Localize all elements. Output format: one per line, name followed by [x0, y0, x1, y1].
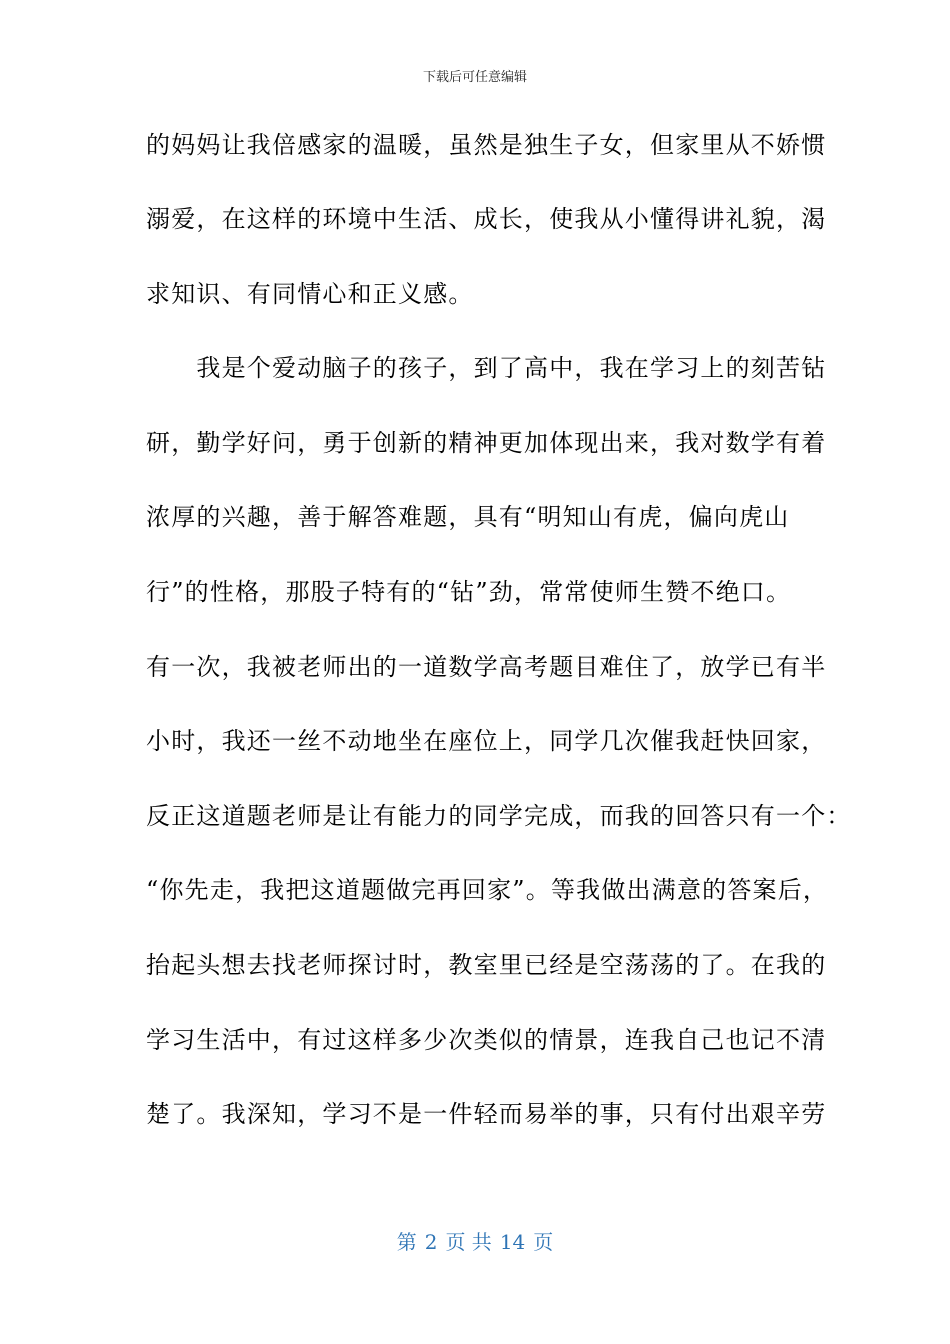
footer-middle: 页 共 [445, 1230, 492, 1254]
text-line: 反正这道题老师是让有能力的同学完成，而我的回答只有一个： [146, 802, 852, 830]
text-line: 研，勤学好问，勇于创新的精神更加体现出来，我对数学有着 [146, 429, 827, 457]
footer-total-pages: 14 [499, 1230, 526, 1254]
text-line: 学习生活中，有过这样多少次类似的情景，连我自己也记不清 [146, 1026, 827, 1054]
text-line: 溺爱，在这样的环境中生活、成长，使我从小懂得讲礼貌，渴 [146, 205, 827, 233]
text-line: 有一次，我被老师出的一道数学高考题目难住了，放学已有半 [146, 653, 827, 681]
text-line: 楚了。我深知，学习不是一件轻而易举的事，只有付出艰辛劳 [146, 1100, 827, 1128]
text-line: 的妈妈让我倍感家的温暖，虽然是独生子女，但家里从不娇惯 [146, 131, 827, 159]
text-line: 求知识、有同情心和正义感。 [146, 280, 474, 308]
text-line: 小时，我还一丝不动地坐在座位上，同学几次催我赶快回家， [146, 727, 827, 755]
footer-suffix: 页 [533, 1230, 554, 1254]
footer-prefix: 第 [396, 1230, 417, 1254]
text-line: 抬起头想去找老师探讨时，教室里已经是空荡荡的了。在我的 [146, 951, 827, 979]
page-footer [0, 1226, 950, 1255]
text-line: 行”的性格，那股子特有的“钻”劲，常常使师生赞不绝口。 [146, 578, 792, 606]
page-header: 下载后可任意编辑 [422, 70, 527, 85]
footer-page-number: 2 [424, 1230, 438, 1254]
text-line: 我是个爱动脑子的孩子，到了高中，我在学习上的刻苦钻 [146, 354, 827, 382]
text-line: “你先走，我把这道题做完再回家”。等我做出满意的答案后， [146, 876, 829, 904]
text-line: 浓厚的兴趣，善于解答难题，具有“明知山有虎，偏向虎山 [146, 503, 790, 531]
